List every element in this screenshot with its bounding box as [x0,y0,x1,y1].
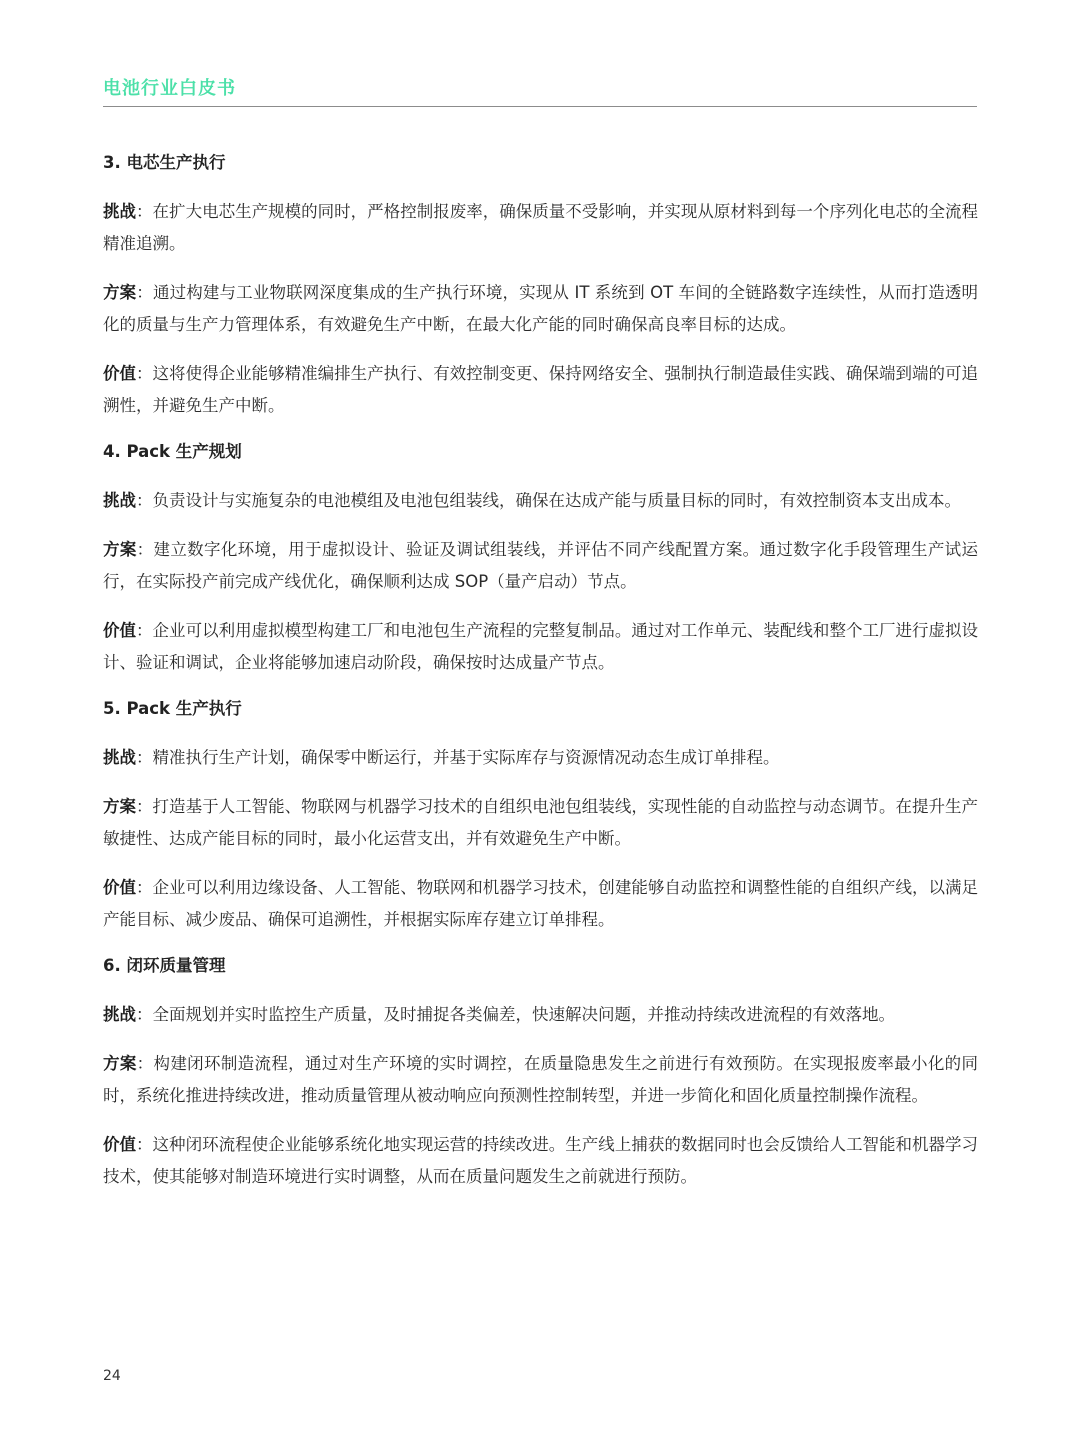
page-number: 24 [103,1368,121,1384]
label-separator: ： [136,540,154,559]
challenge-text: 在扩大电芯生产规模的同时，严格控制报废率，确保质量不受影响，并实现从原材料到每一个序列化电芯的全流程精准追溯。 [103,202,979,253]
solution-label: 方案 [103,1054,137,1073]
label-separator: ： [136,748,153,767]
solution-text: 建立数字化环境，用于虚拟设计、验证及调试组装线，并评估不同产线配置方案。通过数字化手段管理生产试运行，在实际投产前完成产线优化，确保顺利达成 SOP（量产启动）节点。 [103,540,979,591]
challenge-text: 负责设计与实施复杂的电池模组及电池包组装线，确保在达成产能与质量目标的同时，有效控制资本支出成本。 [152,491,961,510]
value-text: 这种闭环流程使企业能够系统化地实现运营的持续改进。生产线上捕获的数据同时也会反馈给人工智能和机器学习技术，使其能够对制造环境进行实时调整，从而在质量问题发生之前就进行预防。 [103,1135,979,1186]
value-text: 这将使得企业能够精准编排生产执行、有效控制变更、保持网络安全、强制执行制造最佳实践、确保端到端的可追溯性，并避免生产中断。 [103,364,979,415]
section-pack-production-planning [103,439,978,679]
section-heading: 4. Pack 生产规划 [103,442,242,461]
label-separator: ： [136,283,153,302]
label-separator: ： [136,491,153,510]
label-separator: ： [136,364,153,383]
value-label: 价值 [103,878,137,897]
value-paragraph [103,872,978,936]
solution-label: 方案 [103,283,137,302]
value-text: 企业可以利用虚拟模型构建工厂和电池包生产流程的完整复制品。通过对工作单元、装配线和整个工厂进行虚拟设计、验证和调试，企业将能够加速启动阶段，确保按时达成量产节点。 [103,621,979,672]
section-heading: 3. 电芯生产执行 [103,153,226,172]
label-separator: ： [136,797,153,816]
section-cell-production-execution [103,150,978,422]
challenge-label: 挑战 [103,748,136,767]
solution-label: 方案 [103,540,137,559]
value-text: 企业可以利用边缘设备、人工智能、物联网和机器学习技术，创建能够自动监控和调整性能的自组织产线，以满足产能目标、减少废品、确保可追溯性，并根据实际库存建立订单排程。 [103,878,979,929]
section-closed-loop-quality [103,953,978,1193]
value-label: 价值 [103,1135,137,1154]
solution-text: 构建闭环制造流程，通过对生产环境的实时调控，在质量隐患发生之前进行有效预防。在实现报废率最小化的同时，系统化推进持续改进，推动质量管理从被动响应向预测性控制转型，并进一步简化和固化质量控制操作流程。 [103,1054,979,1105]
solution-paragraph [103,1048,978,1112]
section-pack-production-execution [103,696,978,936]
challenge-text: 精准执行生产计划，确保零中断运行，并基于实际库存与资源情况动态生成订单排程。 [152,748,780,767]
section-heading: 6. 闭环质量管理 [103,956,226,975]
label-separator: ： [136,202,153,221]
document-body [103,150,978,1210]
challenge-paragraph [103,999,978,1031]
value-paragraph [103,358,978,422]
challenge-label: 挑战 [103,491,136,510]
section-heading: 5. Pack 生产执行 [103,699,242,718]
challenge-label: 挑战 [103,202,137,221]
solution-paragraph [103,534,978,598]
challenge-paragraph [103,742,978,774]
challenge-paragraph [103,485,978,517]
value-label: 价值 [103,364,137,383]
label-separator: ： [136,621,153,640]
header-divider [103,106,977,107]
label-separator: ： [136,1005,153,1024]
solution-paragraph [103,277,978,341]
label-separator: ： [136,1054,154,1073]
value-label: 价值 [103,621,137,640]
solution-text: 通过构建与工业物联网深度集成的生产执行环境，实现从 IT 系统到 OT 车间的全链路数字连续性，从而打造透明化的质量与生产力管理体系，有效避免生产中断，在最大化产能的同时确保高良率目标的达成。 [103,283,979,334]
value-paragraph [103,1129,978,1193]
solution-text: 打造基于人工智能、物联网与机器学习技术的自组织电池包组装线，实现性能的自动监控与动态调节。在提升生产敏捷性、达成产能目标的同时，最小化运营支出，并有效避免生产中断。 [103,797,979,848]
label-separator: ： [136,1135,153,1154]
value-paragraph [103,615,978,679]
challenge-paragraph [103,196,978,260]
challenge-text: 全面规划并实时监控生产质量，及时捕捉各类偏差，快速解决问题，并推动持续改进流程的有效落地。 [152,1005,895,1024]
solution-label: 方案 [103,797,137,816]
label-separator: ： [136,878,153,897]
challenge-label: 挑战 [103,1005,136,1024]
document-header-title: 电池行业白皮书 [103,78,236,99]
solution-paragraph [103,791,978,855]
